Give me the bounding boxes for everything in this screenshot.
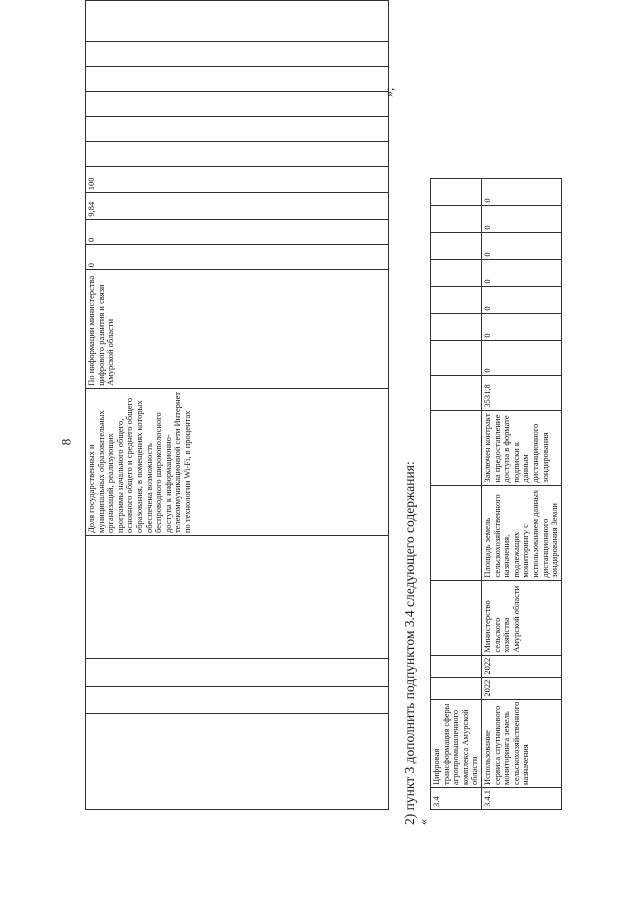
empty-cell [431,655,482,677]
value-cell: 0 [481,205,561,232]
page-number: 8 [58,438,74,446]
empty-cell [431,313,482,340]
amendment-heading: 2) пункт 3 дополнить подпунктом 3.4 следующего содержания: [402,461,417,825]
empty-cell [431,410,482,485]
value-cell: 9,84 [86,193,389,219]
empty-cell [431,580,482,655]
value-cell: 0 [481,232,561,259]
empty-cell [86,714,389,810]
empty-cell [431,485,482,580]
empty-cell [86,92,389,117]
year-start: 2022 [481,677,561,699]
value-cell: 0 [481,313,561,340]
value-cell: 0 [481,340,561,375]
value-cell: 0 [86,219,389,244]
indicator-table-continued [85,0,389,810]
empty-cell [431,205,482,232]
value-cell: 0 [481,178,561,205]
value-cell: 0 [481,286,561,313]
value-cell: 0 [86,244,389,269]
subitem-table [430,178,562,810]
empty-cell [431,375,482,410]
quote-open: « [416,819,430,825]
empty-cell [86,658,389,686]
empty-cell [431,286,482,313]
item-title: Использование сервиса спутникового мониторинга земель сельскохозяйственного назначения [481,699,561,787]
empty-cell [431,178,482,205]
value-cell: 0 [481,259,561,286]
empty-cell [431,259,482,286]
row-number: 3.4 [431,788,482,810]
source-cell: По информации министерства цифрового развития и связи Амурской области [86,270,389,388]
empty-cell [431,340,482,375]
empty-cell [86,67,389,92]
empty-cell [86,536,389,659]
empty-cell [86,1,389,42]
year-end: 2022 [481,655,561,677]
section-title: Цифровая трансформация сферы агропромышленного комплекса Амурской области [431,699,482,787]
closing-mark: »; [382,87,396,97]
row-number: 3.4.1 [481,788,561,810]
table-row [86,1,389,810]
table-row [431,178,482,809]
executor-cell: Министерство сельского хозяйства Амурской области [481,580,561,655]
empty-cell [86,42,389,67]
value-cell: 100 [86,167,389,193]
empty-cell [431,232,482,259]
empty-cell [86,142,389,167]
value-cell: 3531,8 [481,375,561,410]
empty-cell [86,117,389,142]
empty-cell [86,686,389,714]
indicator-cell: Площадь земель сельскохозяйственного назначения, подлежащих мониторингу с использованием данных дистанционного зондирования Земли [481,485,561,580]
empty-cell [431,677,482,699]
table-row [481,178,561,809]
source-cell: Заключен контракт на предоставление доступа в формате подписки к данным дистанционного зондирования [481,410,561,485]
indicator-cell: Доля государственных и муниципальных образовательных организаций, реализующих программы начального общего, основного общего и среднего общего образования, в помещениях которых обеспечена возможность беспроводного широкополосного доступа к информационно-телекоммуникационной сети Интернет по технологии Wi-Fi, в процентах [86,388,389,535]
